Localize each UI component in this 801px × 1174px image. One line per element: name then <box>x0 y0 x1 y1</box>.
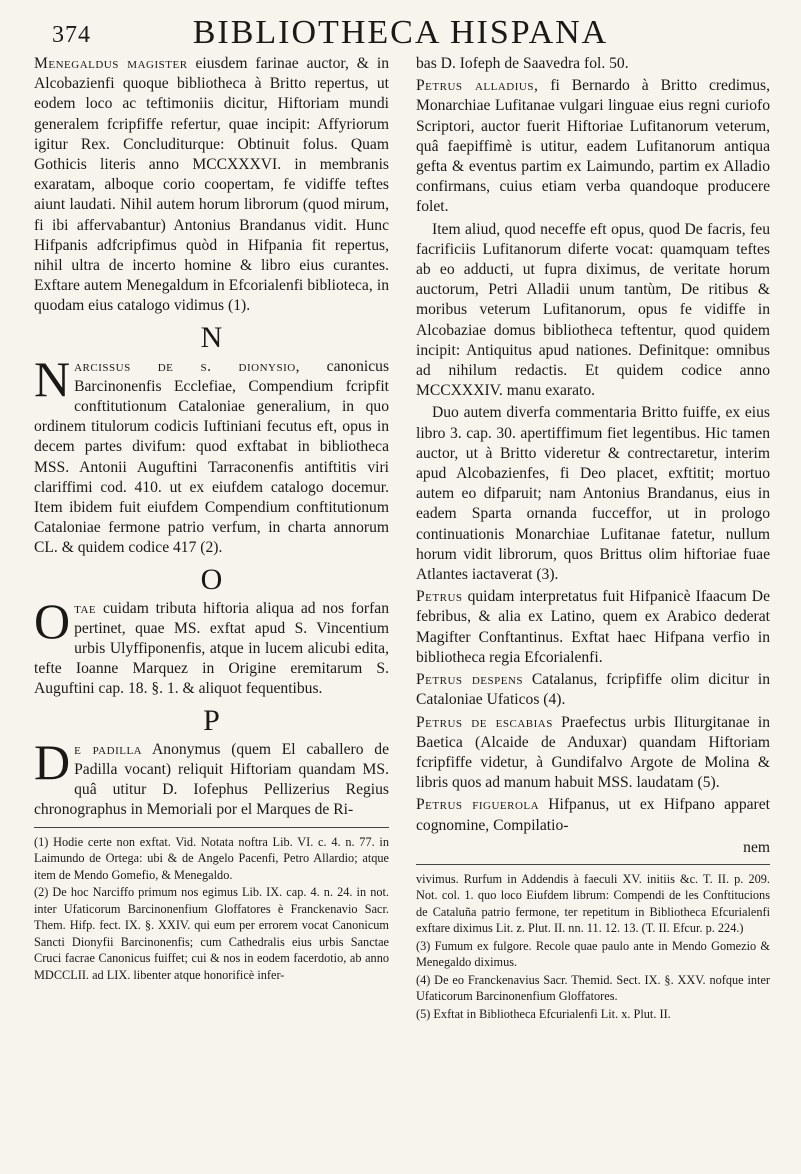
left-column <box>34 54 389 984</box>
section-letter-n: N <box>200 320 223 354</box>
footnote: vivimus. Rurfum in Addendis à faeculi XV. initiis &c. T. II. p. 209. Not. col. 1. quo loco Eiufdem librum: Compendi de les Conftitucions de Cataluña patrio fermone, ter repetitum in Bibliotheca Efcurialenfi exftare diximus Lit. z. Plut. II. nn. 11. 12. 13. (T. II. Efcur. p. 224.) <box>416 871 770 936</box>
entry-ribas-continuation: bas D. Iofeph de Saavedra fol. 50. <box>416 55 629 72</box>
entry-petrus-de-escabias <box>416 713 770 794</box>
footnote: (4) De eo Franckenavius Sacr. Themid. Sect. IX. §. XXV. nofque inter Ufaticorum Barcinonenfium Gloffatores. <box>416 972 770 1004</box>
entry-text: Anonymus (quem El caballero de Padilla vocant) reliquit Hiftoriam quandam MS. quâ utitur D. Iofephus Pellizerius Regius chronographus in Memoriali por el Marques de Ri- <box>34 740 389 819</box>
entry-lead: Menegaldus magister <box>34 55 188 72</box>
drop-initial: O <box>34 592 71 649</box>
page-number: 374 <box>52 22 91 48</box>
entry-text: Catalanus, fcripfiffe olim dicitur in Cataloniae Ufaticos (4). <box>416 671 771 709</box>
entry-petrus-figuerola <box>416 795 770 835</box>
section-letter-o: O <box>200 562 223 596</box>
entry-lead: arcissus de s. dionysio, <box>74 357 301 375</box>
footnote-divider <box>416 864 770 865</box>
footnote: (2) De hoc Narciffo primum nos egimus Lib. IX. cap. 4. n. 24. in not. inter Ufaticorum Barcinonenfium Gloffatores è Franckenavio Sacr. Them. Hifp. fect. IX. §. XXIV. qui eum per errorem vocat Canonicum Sancti Dionyfii Barcinonenfis; cum Cathedralis eius urbis Sanctae Cruci facrae Canonicus fuiffet; cui & nos in eodem facerdotio, ab anno MDCCLII. ad LIX. libenter atque honorificè infer- <box>34 885 389 982</box>
footnote: (3) Fumum ex fulgore. Recole quae paulo ante in Mendo Gomezio & Menegaldo diximus. <box>416 938 770 970</box>
footnote: (1) Hodie certe non exftat. Vid. Notata noftra Lib. VI. c. 4. n. 77. in Laimundo de Ortega: ubi & de Angelo Pacenfi, Petro Allardio; atque item de Mendo Gomefio, & Menegaldo. <box>34 834 389 882</box>
catchword: nem <box>743 838 770 856</box>
entry-petrus-quidam <box>416 587 770 668</box>
drop-initial: N <box>34 350 71 407</box>
entry-lead: Petrus despens <box>416 671 524 689</box>
running-head <box>0 14 801 54</box>
entry-narcissus <box>34 350 390 559</box>
entry-lead: Petrus de escabias <box>416 713 553 731</box>
drop-initial: D <box>34 733 71 790</box>
footnote: (5) Exftat in Bibliotheca Efcurialenfi Lit. x. Plut. II. <box>416 1006 671 1021</box>
entry-text: Praefectus urbis Iliturgitanae in Baetica (Alcaide de Anduxar) quandam Hiftoriam fcripfiffe videtur, à Gundifalvo Argote de Molina & libris quos ad manum habuit MSS. laudatam (5). <box>416 713 770 792</box>
running-title: BIBLIOTHECA HISPANA <box>192 14 609 51</box>
entry-lead: Petrus alladius, <box>416 77 539 95</box>
entry-text: canonicus Barcinonenfis Ecclefiae, Compendium fcripfit conftitutionum Cataloniae generalium, in quo ordinem titulorum codicis Iuftiniani fecutus eft, opus in decem partes divifum: quod exftabat in bibliotheca MSS. Antonii Auguftini Tarraconenfis antiftitis viri clariffimi cod. 410. ut ex eiufdem catalogo docemur. Item ibidem fuit eiufdem Compendium conftitutionum Cataloniae fermone patrio verfum, in charta annorum CL. & quidem codice 417 (2). <box>34 357 390 557</box>
paragraph-item: Item aliud, quod neceffe eft opus, quod De facris, feu facrificiis Lufitanorum diferte vocat: quamquam teftes ab eo adducti, ut fupra diximus, de veritate horum auctorum, Petri Alladii unum tantùm, De ritibus & moribus veterum Lufitanorum, opus fe vidiffe in Alcobaziae domus bibliotheca teftentur, quod quidem incipit: Antiquitus apud nationes. Definitque: omnibus ad nihilum redactis. Et quidem codice anno MCCXXXIV. manu exarato. <box>416 220 770 400</box>
entry-text: fi Bernardo à Britto credimus, Monarchiae Lufitanae vulgari linguae eius regni curiofo Scriptori, auctor fuerit Hiftoriae Lufitanorum veterum, quâ faepiffimè is utitur, eadem Lufitanorum antiqua gefta & eventus partim ex Laimundo, partim ex Alladio confirmans, cuius etiam verba quandoque producere folet. <box>416 77 770 216</box>
entry-lead: Petrus figuerola <box>416 796 540 814</box>
entry-lead: Petrus <box>416 588 463 606</box>
entry-text: cuidam tributa hiftoria aliqua ad nos forfan pertinet, quae MS. exftat apud S. Vincentium urbis Ulyffiponenfis, atque in lucem alicubi edita, tefte Ioanne Marquez in Origine eremitarum S. Auguftini cap. 18. §. 1. & aliquot fequentibus. <box>34 599 389 698</box>
entry-menegaldus <box>34 54 389 317</box>
entry-text: eiusdem farinae auctor, & in Alcobazienfi quoque bibliotheca à Britto repertus, ut eodem loco ac teftimoniis dicitur, Hiftoriam mundi generalem fcripfiffe refertur, quae incipit: Affyriorum igitur Rex. Concluditurque: Obtinuit folus. Quam Gothicis literis anno MCCXXXVI. in membranis exaratam, alboque corio coopertam, fe vidiffe teftes aiunt laudati. Nihil autem horum librorum (quod mirum, fi ibi affervabantur) Antonius Brandanus vidit. Hunc Hifpanis adfcripfimus quòd in Hifpania fit repertus, nihil ultra de incerto homine & libro eius curantes. Exftare autem Menegaldum in Efcorialenfi biblioteca, in quodam eius catalogo vidimus (1). <box>34 55 389 315</box>
footnote-divider <box>34 827 389 828</box>
entry-petrus-despens <box>416 670 770 710</box>
paragraph-duo: Duo autem diverfa commentaria Britto fuiffe, ex eius libro 3. cap. 30. apertiffimum fiet legentibus. Hic tamen auctor, ut à Britto videretur & contrectaretur, interim apud Alcobazienfes, fi Deo placet, exftitit; mortuo autem eo difparuit; nam Antonius Brandanus, eius in eadem Sparta ornanda fucceffor, ut in prologo continuationis Monarchiae Lufitanae fatetur, nullum horum vidit librorum, quos Brittus olim hiftoriae fuae Atlantes iactaverat (3). <box>416 404 770 584</box>
section-letter-p: P <box>203 703 220 737</box>
footnotes-left <box>34 834 389 984</box>
entry-otae <box>34 592 389 700</box>
right-column <box>416 54 770 1023</box>
entry-text: Hifpanus, ut ex Hifpano apparet cognomine, Compilatio- <box>416 796 770 834</box>
footnotes-right <box>416 871 770 1023</box>
entry-lead: e padilla <box>74 740 143 758</box>
entry-petrus-alladius <box>416 76 770 217</box>
entry-lead: tae <box>74 599 97 617</box>
entry-text: quidam interpretatus fuit Hifpanicè Ifaacum De febribus, & alia ex Latino, quem ex Arabico dederat Magifter Conftantinus. Exftat haec Hifpana verfio in bibliotheca regia Efcorialenfi. <box>416 588 770 666</box>
entry-padilla <box>34 733 389 821</box>
